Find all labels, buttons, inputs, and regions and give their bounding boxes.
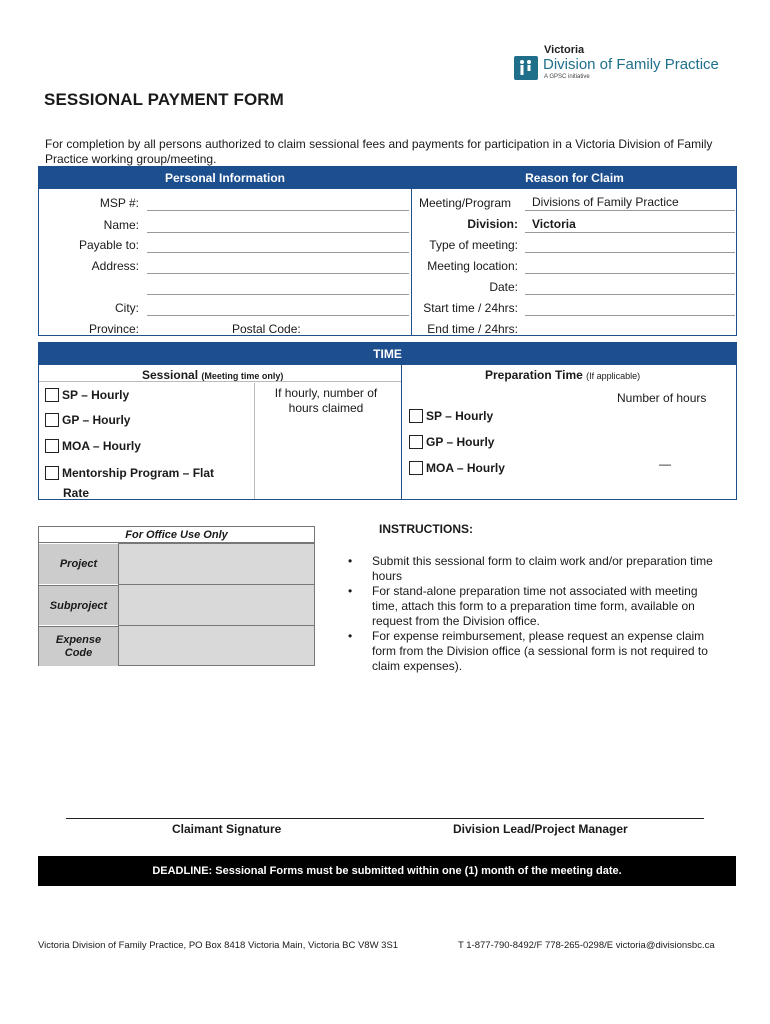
- instructions-title: INSTRUCTIONS:: [379, 522, 473, 536]
- address-field[interactable]: [147, 273, 409, 274]
- city-label: City:: [115, 301, 139, 315]
- meeting-program-value[interactable]: Divisions of Family Practice: [532, 195, 679, 209]
- time-header: TIME: [39, 343, 736, 365]
- reason-for-claim-header: Reason for Claim: [412, 167, 737, 189]
- payable-to-label: Payable to:: [78, 238, 139, 252]
- project-cell[interactable]: [119, 543, 314, 584]
- msp-field[interactable]: [147, 210, 409, 211]
- instructions-list: [348, 554, 718, 674]
- hours-claimed-label: If hourly, number of hours claimed: [274, 386, 378, 415]
- sessional-hours-divider: [254, 383, 255, 499]
- division-value[interactable]: Victoria: [532, 217, 576, 231]
- deadline-banner: DEADLINE: Sessional Forms must be submitted within one (1) month of the meeting date.: [38, 856, 736, 886]
- city-field[interactable]: [147, 315, 409, 316]
- sessional-mentorship[interactable]: Mentorship Program – Flat: [45, 466, 214, 480]
- start-time-field[interactable]: [525, 315, 735, 316]
- sessional-moa-hourly[interactable]: MOA – Hourly: [45, 439, 141, 453]
- hours-dash: —: [659, 457, 671, 471]
- mentorship-rate-text: Rate: [63, 486, 90, 500]
- time-table: [38, 342, 737, 500]
- payable-to-field[interactable]: [147, 252, 409, 253]
- subproject-label: Subproject: [39, 585, 118, 625]
- intro-text: For completion by all persons authorized to claim sessional fees and payments for participation in a Victoria Division of Family Practice working group/meeting.: [45, 137, 713, 166]
- province-label: Province:: [88, 322, 139, 336]
- meeting-program-label: Meeting/Program: [419, 196, 512, 210]
- logo-victoria-text: Victoria: [544, 44, 585, 56]
- footer-address: Victoria Division of Family Practice, PO Box 8418 Victoria Main, Victoria BC V8W 3S1: [38, 940, 399, 951]
- meeting-location-field[interactable]: [525, 273, 735, 274]
- name-field[interactable]: [147, 232, 409, 233]
- bullet-icon: •: [348, 584, 353, 598]
- preparation-title: Preparation Time (If applicable): [485, 368, 641, 382]
- claimant-signature-label: Claimant Signature: [172, 822, 282, 836]
- expense-code-label: Expense Code: [39, 626, 118, 666]
- instruction-item: • For expense reimbursement, please request an expense claim form from the Division office (a sessional form is not required to claim expenses).: [348, 629, 708, 673]
- msp-label: MSP #:: [99, 196, 139, 210]
- logo-division-text: Division of Family Practice: [543, 56, 719, 73]
- office-use-table: [38, 526, 315, 666]
- meeting-program-line: [525, 210, 735, 211]
- address-label: Address:: [91, 259, 139, 273]
- logo-tagline: A GPSC initiative: [544, 74, 590, 80]
- prep-moa-hourly-checkbox[interactable]: [409, 461, 423, 475]
- number-of-hours-label: Number of hours: [617, 391, 707, 405]
- office-use-header: For Office Use Only: [39, 527, 314, 543]
- expense-code-cell[interactable]: [119, 625, 314, 665]
- personal-info-header: Personal Information: [39, 167, 411, 189]
- footer-contact: T 1-877-790-8492/F 778-265-0298/E victoria@divisionsbc.ca: [458, 940, 715, 951]
- postal-code-label: Postal Code:: [232, 322, 301, 336]
- bullet-icon: •: [348, 554, 353, 568]
- info-table: [38, 166, 737, 336]
- meeting-location-label: Meeting location:: [427, 259, 518, 273]
- date-field[interactable]: [525, 294, 735, 295]
- office-divider: [118, 543, 119, 665]
- prep-gp-hourly[interactable]: GP – Hourly: [409, 435, 494, 449]
- mentorship-checkbox[interactable]: [45, 466, 59, 480]
- address-field-line2[interactable]: [147, 294, 409, 295]
- meeting-type-label: Type of meeting:: [429, 238, 518, 252]
- bullet-icon: •: [348, 629, 353, 643]
- sp-hourly-checkbox[interactable]: [45, 388, 59, 402]
- prep-sp-hourly-checkbox[interactable]: [409, 409, 423, 423]
- sessional-sp-hourly[interactable]: SP – Hourly: [45, 388, 129, 402]
- prep-sp-hourly[interactable]: SP – Hourly: [409, 409, 493, 423]
- division-label: Division:: [467, 217, 518, 231]
- instruction-item: • For stand-alone preparation time not associated with meeting time, attach this form to a preparation time form, available on request from the Division office.: [348, 584, 698, 628]
- sessional-gp-hourly[interactable]: GP – Hourly: [45, 413, 130, 427]
- meeting-type-field[interactable]: [525, 252, 735, 253]
- subproject-cell[interactable]: [119, 584, 314, 625]
- date-label: Date:: [489, 280, 518, 294]
- sessional-title: Sessional (Meeting time only): [142, 368, 284, 382]
- prep-moa-hourly[interactable]: MOA – Hourly: [409, 461, 505, 475]
- prep-gp-hourly-checkbox[interactable]: [409, 435, 423, 449]
- signature-line[interactable]: [66, 818, 704, 819]
- start-time-label: Start time / 24hrs:: [423, 301, 518, 315]
- info-divider: [411, 167, 412, 335]
- time-divider: [401, 365, 402, 499]
- gp-hourly-checkbox[interactable]: [45, 413, 59, 427]
- form-title: SESSIONAL PAYMENT FORM: [44, 90, 284, 109]
- end-time-label: End time / 24hrs:: [427, 322, 518, 336]
- division-logo-icon: [514, 56, 538, 80]
- instruction-item: • Submit this sessional form to claim work and/or preparation time hours: [348, 554, 713, 583]
- manager-signature-label: Division Lead/Project Manager: [453, 822, 628, 836]
- division-line: [525, 232, 735, 233]
- name-label: Name:: [103, 218, 139, 232]
- moa-hourly-checkbox[interactable]: [45, 439, 59, 453]
- project-label: Project: [39, 544, 118, 584]
